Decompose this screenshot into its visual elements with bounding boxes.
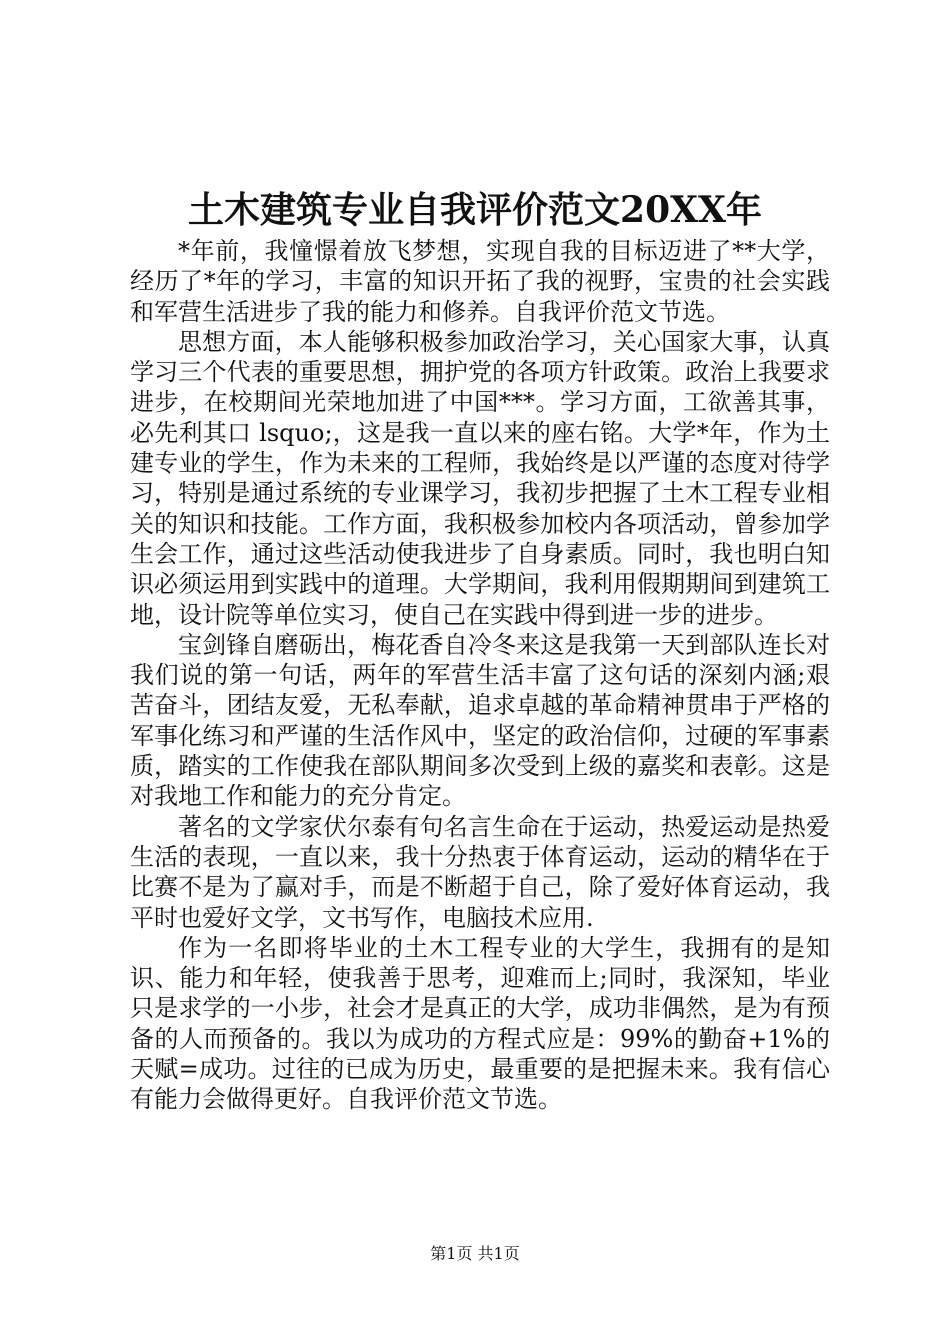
paragraph-conclusion: 作为一名即将毕业的土木工程专业的大学生，我拥有的是知识、能力和年轻，使我善于思考，迎难而上;同时，我深知，毕业只是求学的一小步，社会才是真正的大学，成功非偶然，是为有预备的人而预备的。我以为成功的方程式应是：99%的勤奋+1%的天赋=成功。过往的已成为历史，最重要的是把握未来。我有信心有能力会做得更好。自我评价范文节选。 bbox=[130, 933, 830, 1114]
paragraph-thought-study-work: 思想方面，本人能够积极参加政治学习，关心国家大事，认真学习三个代表的重要思想，拥护党的各项方针政策。政治上我要求进步，在校期间光荣地加进了中国***。学习方面，工欲善其事，必先利其口 lsquo;，这是我一直以来的座右铭。大学*年，作为土建专业的学生，作为未来的工程师，我始终是以严谨的态度对待学习，特别是通过系统的专业课学习，我初步把握了土木工程专业相关的知识和技能。工作方面，我积极参加校内各项活动，曾参加学生会工作，通过这些活动使我进步了自身素质。同时，我也明白知识必须运用到实践中的道理。大学期间，我利用假期期间到建筑工地，设计院等单位实习，使自己在实践中得到进一步的进步。 bbox=[130, 327, 830, 629]
paragraph-intro: *年前，我憧憬着放飞梦想，实现自我的目标迈进了**大学，经历了*年的学习，丰富的知识开拓了我的视野，宝贵的社会实践和军营生活进步了我的能力和修养。自我评价范文节选。 bbox=[130, 237, 830, 326]
document-title: 土木建筑专业自我评价范文20XX年 bbox=[188, 189, 762, 231]
document-body bbox=[130, 236, 830, 1115]
paragraph-hobbies: 著名的文学家伏尔泰有句名言生命在于运动，热爱运动是热爱生活的表现，一直以来，我十分热衷于体育运动，运动的精华在于比赛不是为了赢对手，而是不断超于自己，除了爱好体育运动，我平时也爱好文学，文书写作，电脑技术应用. bbox=[130, 812, 830, 932]
page-number: 第1页 共1页 bbox=[430, 1244, 520, 1263]
paragraph-military-life: 宝剑锋自磨砺出，梅花香自冷冬来这是我第一天到部队连长对我们说的第一句话，两年的军营生活丰富了这句话的深刻内涵;艰苦奋斗，团结友爱，无私奉献，追求卓越的革命精神贯串于严格的军事化练习和严谨的生活作风中，坚定的政治信仰，过硬的军事素质，踏实的工作使我在部队期间多次受到上级的嘉奖和表彰。这是对我地工作和能力的充分肯定。 bbox=[130, 630, 830, 811]
